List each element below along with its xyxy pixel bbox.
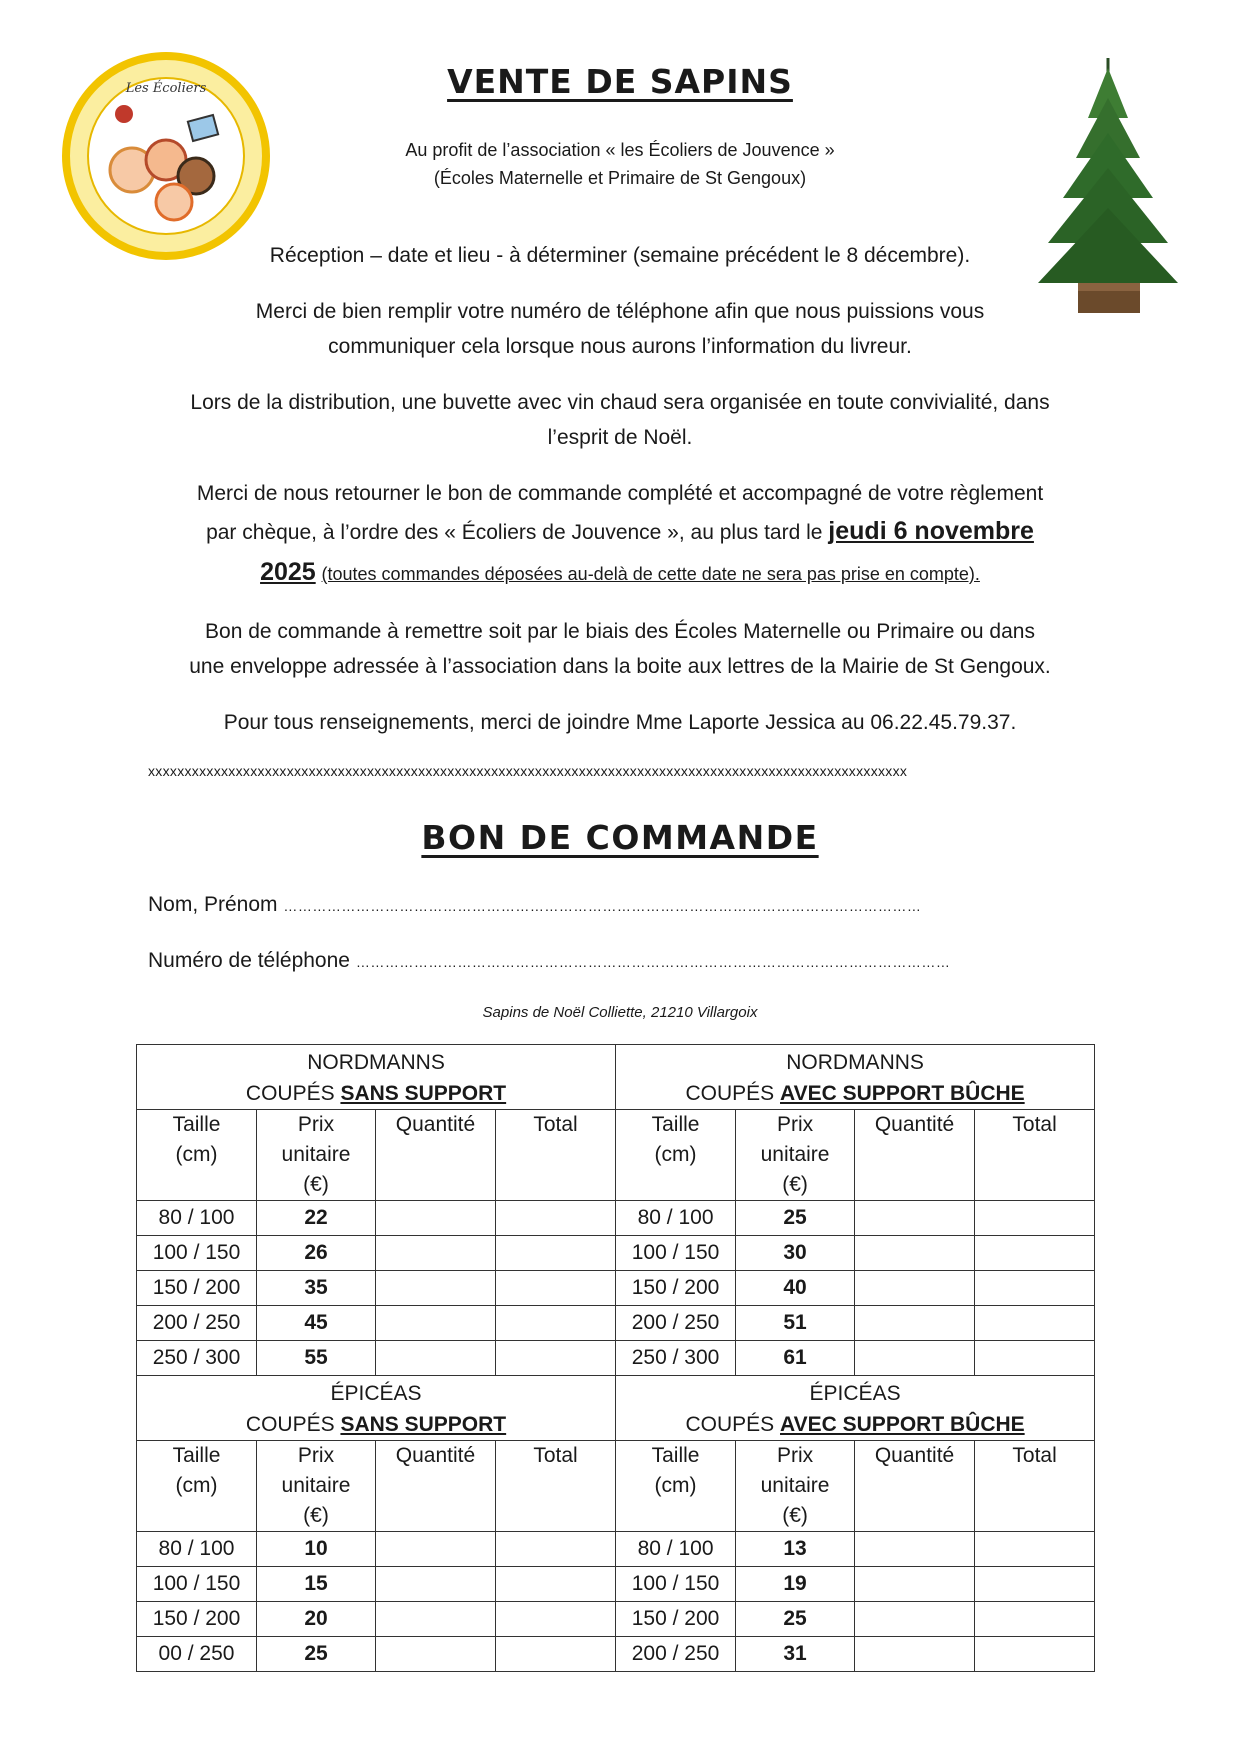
quantity-input-cell[interactable] — [376, 1602, 496, 1637]
price-cell: 61 — [736, 1341, 855, 1376]
total-input-cell[interactable] — [496, 1271, 616, 1306]
svg-text:Les Écoliers: Les Écoliers — [125, 81, 207, 96]
quantity-input-cell[interactable] — [376, 1567, 496, 1602]
payment-paragraph: Merci de nous retourner le bon de commande complété et accompagné de votre règlement par chèque, à l’ordre des « Écoliers de Jouvence », au plus tard le jeudi 6 novembre 2025 (toutes commandes déposées au-delà de cette date ne sera pas prise en compte). — [196, 482, 1044, 586]
price-cell: 22 — [257, 1201, 376, 1236]
price-cell: 51 — [736, 1306, 855, 1341]
size-cell: 150 / 200 — [137, 1602, 257, 1637]
section-sub-support: AVEC SUPPORT BÛCHE — [780, 1413, 1025, 1436]
order-table — [136, 1044, 1095, 1672]
price-cell: 31 — [736, 1637, 855, 1672]
total-input-cell[interactable] — [975, 1236, 1095, 1271]
size-cell: 100 / 150 — [137, 1236, 257, 1271]
distribution-paragraph: Lors de la distribution, une buvette avec vin chaud sera organisée en toute convivialité, dans l’esprit de Noël. — [190, 391, 1050, 449]
quantity-input-cell[interactable] — [376, 1532, 496, 1567]
col-size-header: Taille (cm) — [616, 1110, 736, 1201]
col-price-header: Prix unitaire (€) — [257, 1110, 376, 1201]
section-title: ÉPICÉAS — [809, 1382, 901, 1405]
quantity-input-cell[interactable] — [855, 1567, 975, 1602]
section-title: NORDMANNS — [786, 1051, 924, 1074]
cut-separator: xxxxxxxxxxxxxxxxxxxxxxxxxxxxxxxxxxxxxxxxxxxxxxxxxxxxxxxxxxxxxxxxxxxxxxxxxxxxxxxxxxxxxxxxxxxxxxxxxxxxxxxx — [148, 763, 908, 779]
table-row — [137, 1567, 1095, 1602]
total-input-cell[interactable] — [975, 1567, 1095, 1602]
quantity-input-cell[interactable] — [855, 1306, 975, 1341]
col-size-header: Taille (cm) — [137, 1441, 257, 1532]
size-cell: 150 / 200 — [616, 1271, 736, 1306]
total-input-cell[interactable] — [975, 1602, 1095, 1637]
total-input-cell[interactable] — [975, 1201, 1095, 1236]
size-cell: 250 / 300 — [616, 1341, 736, 1376]
total-input-cell[interactable] — [496, 1602, 616, 1637]
deadline-note: (toutes commandes déposées au-delà de cette date ne sera pas prise en compte). — [321, 564, 980, 584]
size-cell: 100 / 150 — [616, 1567, 736, 1602]
col-size-header: Taille (cm) — [616, 1441, 736, 1532]
total-input-cell[interactable] — [496, 1236, 616, 1271]
price-cell: 10 — [257, 1532, 376, 1567]
quantity-input-cell[interactable] — [855, 1201, 975, 1236]
total-input-cell[interactable] — [496, 1567, 616, 1602]
reception-paragraph: Réception – date et lieu - à déterminer (semaine précédent le 8 décembre). — [269, 244, 971, 267]
col-price-header: Prix unitaire (€) — [736, 1441, 855, 1532]
section-sub-support: SANS SUPPORT — [340, 1082, 507, 1105]
price-cell: 20 — [257, 1602, 376, 1637]
table-row — [137, 1236, 1095, 1271]
section-title: NORDMANNS — [307, 1051, 445, 1074]
quantity-input-cell[interactable] — [376, 1236, 496, 1271]
size-cell: 200 / 250 — [616, 1306, 736, 1341]
quantity-input-cell[interactable] — [855, 1602, 975, 1637]
phone-label: Numéro de téléphone — [148, 949, 350, 972]
quantity-input-cell[interactable] — [855, 1532, 975, 1567]
page-title: VENTE DE SAPINS — [447, 62, 793, 101]
section-sub-prefix: COUPÉS — [685, 1082, 781, 1105]
section-title: ÉPICÉAS — [330, 1382, 422, 1405]
total-input-cell[interactable] — [496, 1306, 616, 1341]
price-cell: 25 — [736, 1201, 855, 1236]
section-sub-prefix: COUPÉS — [245, 1082, 341, 1105]
phone-dots: …………………………………………………………………………………………………………… — [355, 954, 951, 970]
section-sub-prefix: COUPÉS — [245, 1413, 341, 1436]
price-cell: 45 — [257, 1306, 376, 1341]
col-qty-header: Quantité — [376, 1441, 496, 1532]
table-row — [137, 1532, 1095, 1567]
phone-field[interactable] — [148, 949, 1088, 973]
delivery-paragraph: Bon de commande à remettre soit par le biais des Écoles Maternelle ou Primaire ou dans une enveloppe adressée à l’association dans la boite aux lettres de la Mairie de St Gengoux. — [189, 620, 1051, 678]
total-input-cell[interactable] — [975, 1341, 1095, 1376]
col-total-header: Total — [496, 1441, 616, 1532]
col-price-header: Prix unitaire (€) — [736, 1110, 855, 1201]
price-cell: 35 — [257, 1271, 376, 1306]
price-cell: 25 — [736, 1602, 855, 1637]
deadline-year: 2025 — [260, 558, 316, 586]
size-cell: 200 / 250 — [137, 1306, 257, 1341]
total-input-cell[interactable] — [975, 1271, 1095, 1306]
size-cell: 200 / 250 — [616, 1637, 736, 1672]
table-row — [137, 1201, 1095, 1236]
quantity-input-cell[interactable] — [376, 1271, 496, 1306]
col-size-header: Taille (cm) — [137, 1110, 257, 1201]
section-sub-support: AVEC SUPPORT BÛCHE — [780, 1082, 1025, 1105]
total-input-cell[interactable] — [496, 1532, 616, 1567]
col-qty-header: Quantité — [855, 1110, 975, 1201]
total-input-cell[interactable] — [496, 1637, 616, 1672]
col-total-header: Total — [496, 1110, 616, 1201]
price-cell: 55 — [257, 1341, 376, 1376]
price-cell: 26 — [257, 1236, 376, 1271]
size-cell: 150 / 200 — [137, 1271, 257, 1306]
deadline-date: jeudi 6 novembre — [828, 517, 1034, 545]
subtitle: Au profit de l’association « les Écoliers de Jouvence » (Écoles Maternelle et Primaire de St Gengoux) — [405, 140, 835, 188]
phone-info-paragraph: Merci de bien remplir votre numéro de téléphone afin que nous puissions vous communiquer cela lorsque nous aurons l’information du livreur. — [255, 300, 985, 358]
price-cell: 19 — [736, 1567, 855, 1602]
name-dots: …………………………………………………………………………………………………………………… — [283, 898, 922, 914]
size-cell: 100 / 150 — [137, 1567, 257, 1602]
col-total-header: Total — [975, 1110, 1095, 1201]
quantity-input-cell[interactable] — [855, 1236, 975, 1271]
size-cell: 250 / 300 — [137, 1341, 257, 1376]
quantity-input-cell[interactable] — [376, 1637, 496, 1672]
price-cell: 25 — [257, 1637, 376, 1672]
total-input-cell[interactable] — [496, 1341, 616, 1376]
quantity-input-cell[interactable] — [376, 1341, 496, 1376]
total-input-cell[interactable] — [975, 1637, 1095, 1672]
name-field[interactable] — [148, 893, 1088, 917]
supplier-note: Sapins de Noël Colliette, 21210 Villargoix — [482, 1004, 758, 1021]
table-row — [137, 1271, 1095, 1306]
table-row — [137, 1341, 1095, 1376]
col-qty-header: Quantité — [376, 1110, 496, 1201]
col-qty-header: Quantité — [855, 1441, 975, 1532]
size-cell: 100 / 150 — [616, 1236, 736, 1271]
total-input-cell[interactable] — [975, 1306, 1095, 1341]
nordmann-left-header — [137, 1045, 616, 1110]
epicea-left-header — [137, 1376, 616, 1441]
col-total-header: Total — [975, 1441, 1095, 1532]
price-cell: 15 — [257, 1567, 376, 1602]
col-price-header: Prix unitaire (€) — [257, 1441, 376, 1532]
section-sub-prefix: COUPÉS — [685, 1413, 781, 1436]
size-cell: 00 / 250 — [137, 1637, 257, 1672]
size-cell: 80 / 100 — [137, 1201, 257, 1236]
table-row — [137, 1637, 1095, 1672]
size-cell: 80 / 100 — [616, 1532, 736, 1567]
nordmann-right-header — [616, 1045, 1095, 1110]
total-input-cell[interactable] — [975, 1532, 1095, 1567]
quantity-input-cell[interactable] — [376, 1201, 496, 1236]
price-cell: 30 — [736, 1236, 855, 1271]
total-input-cell[interactable] — [496, 1201, 616, 1236]
contact-paragraph: Pour tous renseignements, merci de joindre Mme Laporte Jessica au 06.22.45.79.37. — [223, 711, 1017, 734]
size-cell: 150 / 200 — [616, 1602, 736, 1637]
order-form-title: BON DE COMMANDE — [421, 818, 819, 857]
name-label: Nom, Prénom — [148, 893, 278, 916]
section-sub-support: SANS SUPPORT — [340, 1413, 507, 1436]
quantity-input-cell[interactable] — [855, 1341, 975, 1376]
quantity-input-cell[interactable] — [376, 1306, 496, 1341]
price-cell: 40 — [736, 1271, 855, 1306]
table-row — [137, 1306, 1095, 1341]
quantity-input-cell[interactable] — [855, 1637, 975, 1672]
epicea-right-header — [616, 1376, 1095, 1441]
table-row — [137, 1602, 1095, 1637]
size-cell: 80 / 100 — [616, 1201, 736, 1236]
size-cell: 80 / 100 — [137, 1532, 257, 1567]
price-cell: 13 — [736, 1532, 855, 1567]
quantity-input-cell[interactable] — [855, 1271, 975, 1306]
